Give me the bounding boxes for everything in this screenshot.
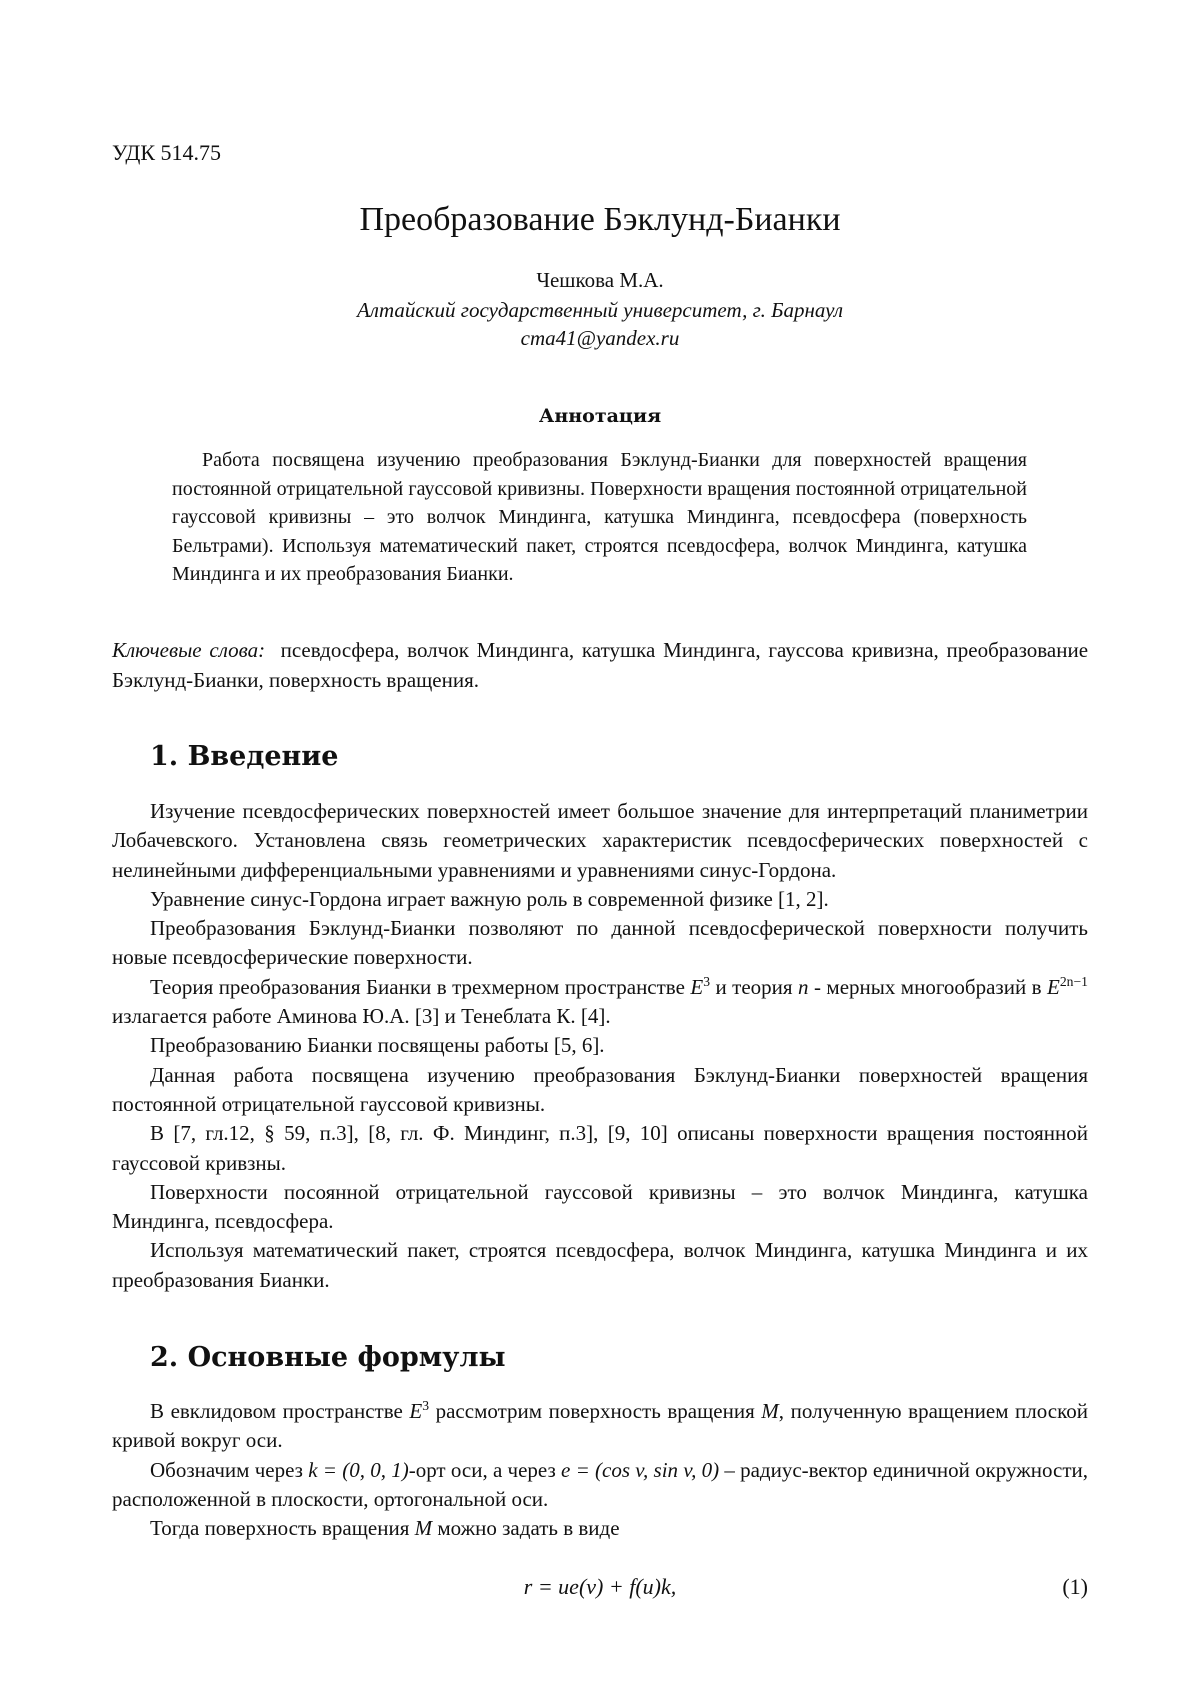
math-symbol: E	[1047, 974, 1060, 999]
math-symbol: E	[690, 974, 704, 999]
text-run: и теория	[710, 974, 799, 999]
equation-1	[112, 1574, 1088, 1604]
paragraph: Уравнение синус-Гордона играет важную роль в современной физике [1, 2].	[150, 886, 829, 911]
author-email: cma41@yandex.ru	[520, 326, 680, 350]
text-run: излагается работе Аминова Ю.А. [3] и Тенеблата К. [4].	[112, 1004, 611, 1029]
math-expression: k = (0, 0, 1)	[308, 1457, 409, 1482]
paragraph	[112, 1456, 1088, 1515]
section-heading-introduction: 1. Введение	[150, 741, 339, 772]
section-heading-formulas: 2. Основные формулы	[150, 1342, 506, 1373]
paragraph: Преобразования Бэклунд-Бианки позволяют по данной псевдосферической поверхности получить новые псевдосферические поверхности.	[112, 916, 1088, 970]
text-run: рассмотрим поверхность вращения	[429, 1399, 762, 1423]
paragraph: Используя математический пакет, строятся псевдосфера, волчок Миндинга, катушка Миндинга и их преобразования Бианки.	[112, 1238, 1088, 1292]
text-run: Обозначим через	[150, 1457, 309, 1482]
math-symbol: n	[798, 974, 809, 999]
equation-number: (1)	[1062, 1574, 1088, 1599]
math-exponent: 2n−1	[1059, 973, 1088, 989]
text-run: – радиус-вектор единичной окружности, расположенной в плоскости, ортогональной оси.	[112, 1457, 1088, 1511]
text-run: Теория преобразования Бианки в трехмерном пространстве	[150, 974, 691, 999]
paragraph	[112, 973, 1088, 1032]
math-symbol: M	[414, 1516, 433, 1541]
text-run: , полученную вращением плоской кривой вокруг оси.	[112, 1399, 1088, 1453]
keywords-label: Ключевые слова:	[112, 638, 266, 662]
math-exponent: 3	[422, 1398, 430, 1413]
math-exponent: 3	[703, 973, 711, 989]
keywords-text: псевдосфера, волчок Миндинга, катушка Миндинга, гауссова кривизна, преобразование Бэклунд-Бианки, поверхность вращения.	[112, 638, 1089, 692]
abstract-text: Работа посвящена изучению преобразования Бэклунд-Бианки для поверхностей вращения постоянной отрицательной гауссовой кривизны. Поверхности вращения постоянной отрицательной гауссовой кривизны – это волчок Миндинга, катушка Миндинга, псевдосфера (поверхность Бельтрами). Используя математический пакет, строятся псевдосфера, волчок Миндинга, катушка Миндинга и их преобразования Бианки.	[172, 449, 1027, 586]
paragraph: Данная работа посвящена изучению преобразования Бэклунд-Бианки поверхностей вращения постоянной отрицательной гауссовой кривизны.	[112, 1062, 1088, 1116]
paragraph: Поверхности посоянной отрицательной гауссовой кривизны – это волчок Миндинга, катушка Миндинга, псевдосфера.	[112, 1179, 1088, 1234]
text-run: можно задать в виде	[432, 1516, 620, 1541]
abstract-heading: Аннотация	[538, 405, 662, 427]
paragraph: Преобразованию Бианки посвящены работы [5, 6].	[150, 1033, 605, 1058]
paragraph: В [7, гл.12, § 59, п.3], [8, гл. Ф. Миндинг, п.3], [9, 10] описаны поверхности вращения постоянной гауссовой кривзны.	[112, 1121, 1088, 1175]
text-run: Тогда поверхность вращения	[150, 1516, 415, 1541]
paragraph: Изучение псевдосферических поверхностей имеет большое значение для интерпретаций планиметрии Лобачевского. Установлена связь геометрических характеристик псевдосферических поверхностей с нелинейными дифференциальными уравнениями и уравнениями синус-Гордона.	[112, 799, 1088, 882]
formulas-body	[112, 1397, 1088, 1543]
udk-code: УДК 514.75	[112, 140, 222, 165]
paper-title: Преобразование Бэклунд-Бианки	[359, 201, 841, 238]
paragraph	[112, 1514, 1088, 1543]
text-run: -орт оси, а через	[408, 1457, 562, 1482]
text-run: В евклидовом пространстве	[150, 1399, 410, 1423]
equation-body: r = ue(v) + f(u)k,	[523, 1574, 677, 1599]
math-expression: e = (cos v, sin v, 0)	[561, 1457, 720, 1482]
paragraph	[112, 1397, 1088, 1456]
author-name: Чешкова М.А.	[536, 268, 664, 292]
math-symbol: E	[409, 1399, 423, 1423]
math-symbol: M	[761, 1399, 779, 1423]
introduction-body	[112, 797, 1088, 1295]
text-run: - мерных многообразий в	[808, 974, 1048, 999]
author-affiliation: Алтайский государственный университет, г. Барнаул	[356, 298, 844, 322]
keywords	[112, 636, 1088, 695]
